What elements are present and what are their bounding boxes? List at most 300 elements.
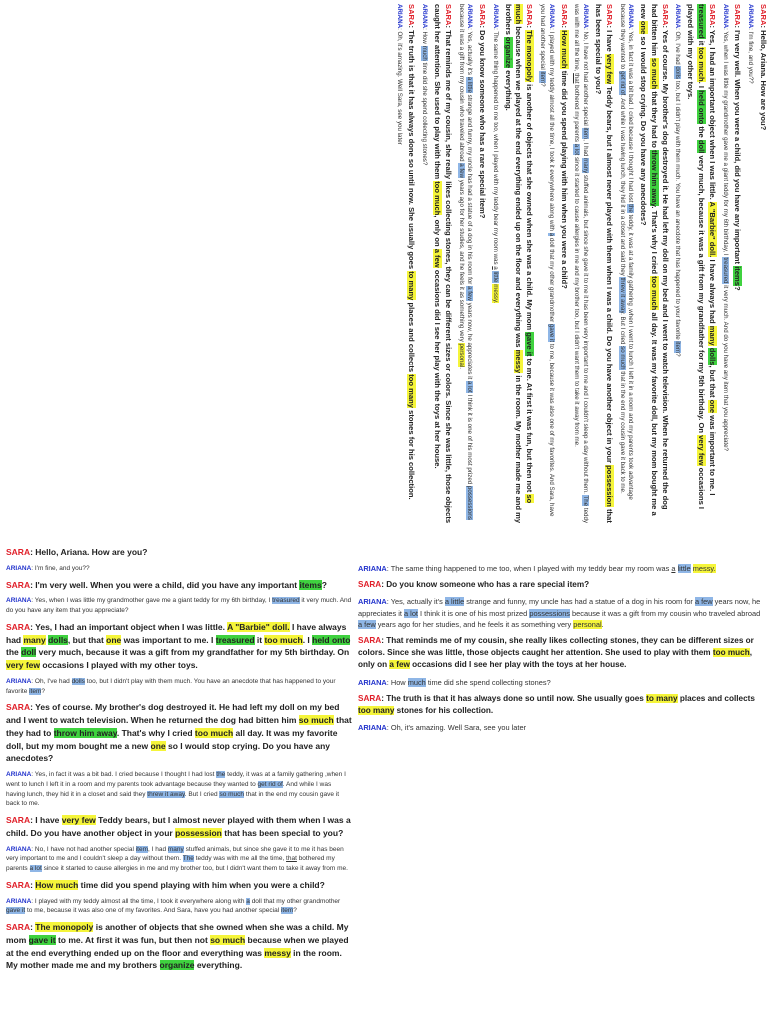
highlighted-phrase: very few — [697, 435, 707, 466]
utterance-text: Oh, I've had — [674, 31, 682, 67]
highlighted-phrase: so much — [649, 58, 659, 90]
underlined-word: a — [491, 266, 499, 270]
speaker-label: SARA — [443, 4, 453, 26]
highlighted-phrase: item — [674, 341, 682, 354]
speaker-label: SARA — [733, 4, 743, 26]
highlighted-phrase: many — [167, 845, 184, 853]
utterance-text: to me. At first it was fun, but then not — [55, 934, 211, 945]
utterance-text: No, I have not had another special — [34, 845, 136, 853]
highlighted-phrase: threw it away — [147, 790, 185, 798]
highlighted-phrase: too much — [712, 648, 750, 658]
speaker-label: ARIANA — [358, 723, 387, 733]
utterance-text: time did she spend collecting stones? — [421, 60, 429, 166]
dialogue-turn: ARIANA: I played with my teddy almost all the time, I took it everywhere along with a doll that my other grandmother gave it to me, because it was also one of my favorites. And Sara, have you had another special item? — [6, 897, 341, 915]
highlighted-phrase: The monopoly — [525, 30, 535, 83]
utterance-text: ? — [293, 907, 297, 915]
dialogue-turn: SARA: The truth is that it has always done so until now. She usually goes to many places and collects too many stones for his collection. — [358, 693, 755, 716]
highlighted-phrase: one — [106, 634, 122, 645]
utterance-text: Yes of course. My brother's dog destroyed it. He had left my doll on my bed and I went to watch television. When he returned the dog had bitten him — [6, 702, 340, 725]
utterance-text: was important to me. I — [707, 413, 717, 496]
utterance-text: it — [254, 634, 265, 645]
utterance-text: That reminds me of my cousin, she really likes collecting stones, they can be different sizes or colors. Since she was little, those objects caught her attention. She used to play with them — [358, 635, 754, 658]
highlighted-phrase: possessions — [466, 485, 474, 520]
dialogue-turn: SARA: That reminds me of my cousin, she really likes collecting stones, they can be different sizes or colors. Since she was little, those objects caught her attention. She used to play with them too much, only on a few occasions did I see her play with the toys at her house. — [432, 4, 453, 524]
utterance-text: because it was a gift from my cousin who traveled abroad — [457, 4, 465, 164]
transcript-column-left — [6, 546, 352, 977]
highlighted-phrase: The — [182, 855, 194, 863]
utterance-text: everything. — [503, 68, 513, 111]
highlighted-phrase: throw him away — [53, 727, 117, 738]
utterance-text: Yes, when I was little my grandmother gave me a giant teddy for my 6th birthday, I — [721, 31, 729, 258]
highlighted-phrase: to many — [407, 271, 417, 301]
utterance-text: to me, because it was also one of my favorites. And Sara, have you had another special — [539, 4, 555, 517]
highlighted-phrase: held onto — [697, 90, 707, 125]
underlined-word: that — [286, 855, 297, 863]
utterance-text: Do you know someone who has a rare special item? — [386, 580, 590, 590]
highlighted-phrase: little — [491, 271, 499, 283]
dialogue-turn: ARIANA: The same thing happened to me too, when I played with my teddy bear my room was a little messy. — [358, 564, 716, 573]
speaker-label: ARIANA — [747, 4, 755, 29]
utterance-text: Hello, Ariana. How are you? — [759, 30, 768, 131]
speaker-label: SARA — [6, 621, 31, 632]
dialogue-turn: SARA: Do you know someone who has a rare special item? — [358, 580, 590, 590]
utterance-text: , only on — [358, 648, 752, 670]
utterance-text: ? — [321, 579, 327, 590]
speaker-label: ARIANA — [358, 564, 387, 573]
highlighted-phrase: too much — [697, 47, 707, 82]
dialogue-turn: SARA: Hello, Ariana. How are you? — [6, 547, 148, 557]
highlighted-phrase: possession — [604, 465, 614, 507]
dialogue-turn: ARIANA: Yes, when I was little my grandmother gave me a giant teddy for my 6th birthday, I treasured it very much. And do you have any item that you appreciate? — [721, 4, 729, 452]
utterance-text: since it started to cause allergies in me and my brother too, but I didn't want them to take it away from me. — [573, 155, 581, 447]
utterance-text: . That's why I cried — [116, 727, 195, 738]
highlighted-phrase: many — [23, 634, 46, 645]
dialogue-turn: ARIANA: How much time did she spend collecting stones? — [421, 4, 429, 166]
utterance-text: . — [601, 619, 604, 629]
speaker-label: ARIANA — [547, 4, 555, 29]
highlighted-phrase: a lot — [404, 608, 418, 618]
highlighted-phrase: doll — [21, 647, 37, 658]
speaker-label: SARA — [6, 922, 31, 932]
speaker-label: ARIANA — [627, 4, 635, 29]
utterance-text: I have — [35, 815, 62, 825]
highlighted-phrase: a little — [466, 76, 474, 93]
speaker-label: ARIANA — [582, 4, 590, 29]
highlighted-phrase: threw it away — [618, 277, 626, 314]
utterance-text: How — [421, 31, 429, 46]
highlighted-phrase: much — [421, 45, 429, 61]
utterance-text: I'm fine, and you?? — [747, 31, 755, 84]
utterance-text: Yes, I had an important object when I was little. — [707, 30, 717, 202]
highlighted-phrase: dolls — [71, 677, 85, 685]
speaker-label: SARA — [525, 4, 535, 26]
speaker-label: ARIANA — [395, 4, 403, 29]
utterance-text: all day. It was my favorite doll, but my mom bought me a new — [6, 727, 338, 751]
utterance-text: time did you spend playing with him when you were a child? — [78, 879, 325, 890]
speaker-label: SARA — [407, 4, 417, 26]
utterance-text: Oh, I've had — [34, 677, 72, 685]
speaker-label: ARIANA — [358, 597, 387, 607]
utterance-text: the — [6, 647, 22, 658]
speaker-label: SARA — [6, 547, 31, 557]
highlighted-phrase: so much — [514, 4, 535, 504]
speaker-label: ARIANA — [6, 597, 32, 605]
highlighted-phrase: one — [150, 740, 166, 751]
dialogue-turn: SARA: Yes of course. My brother's dog destroyed it. He had left my doll on my bed and I went to watch television. When he returned the dog had bitten him so much that they had to throw him away. That's why I cried too much all day. It was my favorite doll, but my mom bought me a new one so I would stop crying. Do you have any anecdotes? — [639, 4, 670, 516]
speaker-label: SARA — [358, 635, 382, 645]
highlighted-phrase: a few — [466, 286, 474, 301]
underlined-word: that — [573, 73, 581, 84]
highlighted-phrase: messy. — [491, 284, 499, 304]
speaker-label: SARA — [6, 879, 31, 890]
utterance-text: The truth is that it has always done so until now. She usually goes — [386, 693, 647, 703]
utterance-text: stones for his collection. — [394, 706, 494, 716]
utterance-text: , I had — [582, 139, 590, 159]
utterance-text: I have — [604, 30, 614, 54]
highlighted-phrase: too many — [407, 374, 417, 409]
highlighted-phrase: gave it — [28, 934, 56, 945]
highlighted-phrase: dolls — [674, 66, 682, 80]
utterance-text: very much, because it was a gift from my grandfather for my 5th birthday. On — [697, 153, 707, 436]
highlighted-phrase: dolls — [48, 634, 68, 645]
speaker-label: ARIANA — [6, 845, 32, 853]
utterance-text: , only on — [432, 215, 442, 249]
highlighted-phrase: a — [246, 897, 250, 905]
highlighted-phrase: How much — [559, 30, 569, 69]
dialogue-turn: ARIANA: Yes, when I was little my grandmother gave me a giant teddy for my 6th birthday, I treasured it very much. And do you have any item that you appreciate? — [6, 597, 352, 614]
highlighted-phrase: too much — [649, 276, 659, 311]
speaker-label: ARIANA — [6, 677, 32, 685]
highlighted-phrase: messy. — [692, 564, 716, 573]
speaker-label: SARA — [559, 4, 569, 26]
highlighted-phrase: personal — [457, 343, 465, 368]
speaker-label: ARIANA — [6, 771, 32, 778]
utterance-text: that in the end my cousin gave it back to me. — [618, 369, 626, 494]
highlighted-phrase: a few — [358, 619, 376, 629]
utterance-text: ? — [539, 83, 547, 87]
utterance-text: that has been special to you? — [593, 4, 614, 523]
utterance-text: it very much. And do you have any item that you appreciate? — [721, 283, 729, 452]
utterance-text: I'm very well. When you were a child, did you have any important — [733, 30, 743, 267]
highlighted-phrase: A "Barbie" doll. — [707, 201, 717, 258]
highlighted-phrase: possession — [175, 827, 222, 838]
speaker-label: SARA — [604, 4, 614, 26]
highlighted-phrase: get rid of — [257, 780, 283, 788]
dialogue-turn: ARIANA: Yes, in fact it was a bit bad. I cried because I thought I had lost the teddy, it was at a family gathering ,when I went to lunch I left it in a room and my parents took advantage because they wanted to get rid of. And while I was having lunch, they hid it in a closet and said they threw it away. But I cried so much that in the end my cousin gave it back to me. — [6, 771, 346, 808]
utterance-text: because it was a gift from my cousin who traveled abroad — [570, 608, 761, 618]
dialogue-turn: ARIANA: Oh, I've had dolls too, but I didn't play with them much. You have an anecdote that has happened to your favorite item? — [674, 4, 682, 357]
speaker-label: SARA — [6, 702, 31, 713]
utterance-text: too, but I didn't play with them much. You have an anecdote that has happened to your favorite — [674, 79, 682, 342]
utterance-text: Yes, actually it's — [390, 597, 445, 607]
highlighted-phrase: a few — [389, 660, 410, 670]
utterance-text: The same thing happened to me too, when I played with my teddy bear my room was — [491, 31, 499, 267]
utterance-text: ? — [674, 353, 682, 357]
dialogue-turn: SARA: That reminds me of my cousin, she really likes collecting stones, they can be different sizes or colors. Since she was little, those objects caught her attention. She used to play with them too much, only on a few occasions did I see her play with the toys at her house. — [358, 635, 754, 670]
utterance-text: time did you spend playing with him when you were a child? — [559, 68, 569, 289]
highlighted-phrase: item — [582, 127, 590, 140]
dialogue-turn: SARA: How much time did you spend playing with him when you were a child? — [559, 4, 569, 289]
utterance-text: doll that my other grandmother — [547, 236, 555, 324]
highlighted-phrase: many — [582, 158, 590, 174]
dialogue-turn: ARIANA: Oh, it's amazing. Well Sara, see you later — [358, 723, 527, 733]
highlighted-phrase: much — [407, 677, 426, 687]
underlined-word: a — [671, 564, 676, 573]
speaker-label: SARA — [478, 4, 488, 26]
speaker-label: ARIANA — [6, 564, 32, 572]
highlighted-phrase: gave it — [547, 323, 555, 343]
dialogue-turn: ARIANA: I'm fine, and you?? — [747, 4, 755, 84]
utterance-text: the — [697, 124, 707, 140]
highlighted-phrase: organize — [503, 36, 513, 69]
utterance-text: because when we played at the end everything ended up on the floor and everything was — [6, 934, 349, 958]
utterance-text: . I — [697, 81, 707, 91]
dialogue-turn: ARIANA: The same thing happened to me too, when I played with my teddy bear my room was a little messy. — [491, 4, 499, 304]
highlighted-phrase: messy — [264, 947, 291, 958]
utterance-text: teddy, it was at a family gathering ,when I went to lunch I left it in a room and my parents took advantage because they wanted to — [618, 4, 635, 500]
speaker-label: ARIANA — [6, 897, 32, 905]
utterance-text: occasions I played with my other toys. — [686, 4, 707, 510]
highlighted-phrase: treasured — [215, 634, 255, 645]
utterance-text: years now, he appreciates it — [466, 300, 474, 382]
utterance-text: to me, because it was also one of my favorites. And Sara, have you had another special — [25, 907, 281, 915]
highlighted-phrase: held onto — [312, 634, 351, 645]
utterance-text: that they had to — [649, 89, 659, 150]
utterance-text: is another of objects that she owned when she was a child. My mom — [525, 82, 535, 333]
utterance-text: . I — [302, 634, 313, 645]
utterance-text: is another of objects that she owned when she was a child. My mom — [6, 922, 349, 945]
speaker-label: SARA — [358, 693, 382, 703]
utterance-text: places and collects — [407, 300, 417, 375]
utterance-text: occasions did I see her play with the toys at her house. — [409, 660, 627, 670]
rotated-transcript — [391, 4, 768, 524]
utterance-text: that in the end my cousin gave it back to me. — [6, 790, 340, 808]
utterance-text: The same thing happened to me too, when I played with my teddy bear my room was — [390, 564, 672, 573]
highlighted-phrase: one — [707, 399, 717, 414]
utterance-text: it very much. And do you have any item that you appreciate? — [6, 597, 352, 614]
highlighted-phrase: treasured — [721, 257, 729, 284]
utterance-text: teddy was with me all the time, — [573, 4, 590, 523]
highlighted-phrase: too many — [358, 706, 395, 716]
utterance-text: Yes, actually it's — [466, 31, 474, 77]
utterance-text: bothered my parents — [6, 855, 335, 872]
speaker-label: SARA — [707, 4, 717, 26]
highlighted-phrase: a lot — [29, 865, 42, 872]
highlighted-phrase: items — [733, 266, 743, 287]
utterance-text: I think it is one of his most prized — [418, 608, 530, 618]
utterance-text: was important to me. I — [121, 634, 216, 645]
utterance-text: ? — [733, 286, 743, 291]
utterance-text: Do you know someone who has a rare special item? — [478, 30, 488, 219]
utterance-text: No, I have not had another special — [582, 31, 590, 128]
utterance-text: . — [457, 367, 465, 369]
dialogue-turn: SARA: Yes, I had an important object when I was little. A "Barbie" doll. I have always had many dolls, but that one was important to me. I treasured it too much. I held onto the doll very much, because it was a gift from my grandfather for my 5th birthday. On very few occasions I played with my other toys. — [6, 621, 351, 670]
utterance-text: years ago for her studies, and he feels it as something very — [375, 619, 574, 629]
utterance-text: Teddy bears, but I almost never played with them when I was a child. Do you have another object in your — [6, 815, 351, 838]
dialogue-turn: SARA: I have very few Teddy bears, but I almost never played with them when I was a child. Do you have another object in your possession that has been special to you? — [6, 815, 351, 838]
utterance-text: so I would stop crying. Do you have any anecdotes? — [639, 34, 649, 226]
utterance-text: I have always had — [707, 257, 717, 326]
utterance-text: Hello, Ariana. How are you? — [35, 547, 148, 557]
utterance-text: I'm fine, and you?? — [34, 564, 90, 572]
dialogue-turn: SARA: Do you know someone who has a rare special item? — [478, 4, 488, 219]
highlighted-phrase: gave it — [525, 332, 535, 357]
utterance-text: Oh, it's amazing. Well Sara, see you later — [395, 31, 403, 145]
speaker-label: ARIANA — [721, 4, 729, 29]
utterance-text: years now, he appreciates it — [358, 597, 761, 618]
utterance-text: Yes, in fact it was a bit bad. I cried because I thought I had lost — [34, 771, 217, 778]
dialogue-turn: ARIANA: Oh, I've had dolls too, but I didn't play with them much. You have an anecdote that has happened to your favorite item? — [6, 677, 336, 695]
utterance-text: The truth is that it has always done so until now. She usually goes — [407, 30, 417, 272]
highlighted-phrase: The — [582, 495, 590, 507]
highlighted-phrase: item — [29, 687, 42, 695]
highlighted-phrase: How much — [35, 879, 79, 890]
highlighted-phrase: many — [707, 325, 717, 346]
utterance-text: Teddy bears, but I almost never played with them when I was a child. Do you have another object in your — [604, 84, 614, 466]
utterance-text: that has been special to you? — [221, 827, 344, 838]
dialogue-turn: SARA: I have very few Teddy bears, but I almost never played with them when I was a child. Do you have another object in your possession that has been special to you? — [593, 4, 614, 523]
utterance-text: in the room. My mother made me and my brothers — [6, 947, 342, 971]
highlighted-phrase: a little — [444, 597, 465, 607]
highlighted-phrase: so much — [298, 715, 334, 725]
highlighted-phrase: gave it — [6, 907, 26, 915]
highlighted-phrase: personal — [573, 619, 602, 629]
utterance-text: so I would stop crying. Do you have any anecdotes? — [6, 740, 331, 764]
utterance-text: Oh, it's amazing. Well Sara, see you later — [390, 723, 527, 733]
utterance-text: stuffed animals, but since she gave it to me it has been very important to me and I couldn't sleep a day without them. — [582, 173, 590, 496]
utterance-text: too, but I didn't play with them much. You have an anecdote that has happened to your favorite — [6, 677, 336, 695]
utterance-text: Yes, I had an important object when I was little. — [35, 621, 228, 632]
dialogue-turn: SARA: The monopoly is another of objects that she owned when she was a child. My mom gave it to me. At first it was fun, but then not so much because when we played at the end everything ended up on the floor and everything was messy in the room. My mother made me and my brothers organize everything. — [503, 4, 535, 524]
utterance-text: I played with my teddy almost all the time, I took it everywhere along with — [34, 897, 247, 905]
highlighted-phrase: a — [547, 232, 555, 237]
utterance-text: strange and funny, my uncle has had a statue of a dog in his room for — [466, 92, 474, 287]
dialogue-turn: ARIANA: No, I have not had another special item, I had many stuffed animals, but since she gave it to me it has been very important to me and I couldn't sleep a day without them. The teddy was with me all the time, that bothered my parents a lot since it started to cause allergies in me and my brother too, but I didn't want them to take it away from me. — [6, 845, 348, 872]
highlighted-phrase: a few — [432, 248, 442, 268]
highlighted-phrase: doll — [697, 139, 707, 154]
highlighted-phrase: dolls — [707, 347, 717, 366]
highlighted-phrase: messy — [514, 349, 524, 374]
dialogue-turn: SARA: How much time did you spend playing with him when you were a child? — [6, 879, 325, 890]
utterance-text: stones for his collection. — [407, 408, 417, 500]
highlighted-phrase: organize — [159, 960, 195, 971]
highlighted-phrase: very few — [6, 660, 41, 670]
highlighted-phrase: treasured — [697, 4, 707, 39]
highlighted-phrase: too much — [432, 181, 442, 216]
speaker-label: ARIANA — [674, 4, 682, 29]
utterance-text: very much, because it was a gift from my grandfather for my 5th birthday. On — [36, 647, 350, 658]
utterance-text: teddy, it was at a family gathering ,when I went to lunch I left it in a room and my parents took advantage because they wanted to — [6, 771, 346, 788]
utterance-text: How — [390, 677, 408, 687]
highlighted-phrase: a few — [457, 163, 465, 179]
dialogue-turn: ARIANA: I'm fine, and you?? — [6, 564, 90, 572]
highlighted-phrase: possessions — [529, 608, 570, 618]
utterance-text: all day. It was my favorite doll, but my mom bought me a new — [639, 4, 659, 516]
utterance-text: time did she spend collecting stones? — [425, 677, 551, 687]
dialogue-turn: ARIANA: Oh, it's amazing. Well Sara, see you later — [395, 4, 403, 145]
utterance-text: strange and funny, my uncle has had a statue of a dog in his room for — [464, 597, 695, 607]
utterance-text: Yes, when I was little my grandmother gave me a giant teddy for my 6th birthday, I — [34, 597, 273, 605]
utterance-text: , I had — [148, 845, 168, 853]
utterance-text: to me. At first it was fun, but then not — [525, 356, 535, 495]
utterance-text: Yes, in fact it was a bit bad. I cried because I thought I had lost — [627, 31, 635, 205]
highlighted-phrase: little — [677, 564, 691, 573]
dialogue-turn: SARA: Yes, I had an important object when I was little. A "Barbie" doll. I have always had many dolls, but that one was important to me. I treasured it too much. I held onto the doll very much, because it was a gift from my grandfather for my 5th birthday. On very few occasions I played with my other toys. — [686, 4, 717, 510]
highlighted-phrase: treasured — [272, 597, 300, 605]
utterance-text: years ago for her studies, and he feels it as something very — [457, 178, 465, 344]
dialogue-turn: ARIANA: How much time did she spend collecting stones? — [358, 677, 551, 687]
highlighted-phrase: a lot — [573, 143, 581, 156]
speaker-label: ARIANA — [421, 4, 429, 29]
utterance-text: everything. — [194, 960, 243, 971]
utterance-text: it — [697, 38, 707, 48]
utterance-text: . But I cried — [184, 790, 220, 798]
dialogue-turn: SARA: The monopoly is another of objects that she owned when she was a child. My mom gave it to me. At first it was fun, but then not so much because when we played at the end everything ended up on the floor and everything was messy in the room. My mother made me and my brothers organize everything. — [6, 922, 349, 971]
highlighted-phrase: very few — [61, 815, 96, 825]
dialogue-turn: SARA: Yes of course. My brother's dog destroyed it. He had left my doll on my bed and I went to watch television. When he returned the dog had bitten him so much that they had to throw him away. That's why I cried too much all day. It was my favorite doll, but my mom bought me a new one so I would stop crying. Do you have any anecdotes? — [6, 702, 352, 764]
utterance-text: I played with my teddy almost all the time, I took it everywhere along with — [547, 31, 555, 233]
highlighted-phrase: item — [539, 71, 547, 84]
highlighted-phrase: to many — [646, 693, 678, 703]
highlighted-phrase: a few — [694, 597, 713, 607]
highlighted-phrase: a lot — [466, 381, 474, 393]
utterance-text: stuffed animals, but since she gave it to me it has been very important to me and I couldn't sleep a day without them. — [6, 845, 344, 863]
utterance-text: , but that — [67, 634, 107, 645]
utterance-text: that they had to — [6, 715, 352, 738]
highlighted-phrase: throw him away — [649, 149, 659, 207]
dialogue-turn: SARA: Hello, Ariana. How are you? — [759, 4, 768, 131]
utterance-text: since it started to cause allergies in me and my brother too, but I didn't want them to take it away from me. — [41, 865, 348, 872]
speaker-label: SARA — [358, 580, 382, 590]
speaker-label: SARA — [660, 4, 670, 26]
utterance-text: ? — [41, 687, 46, 695]
speaker-label: SARA — [6, 579, 31, 590]
dialogue-turn: ARIANA: Yes, in fact it was a bit bad. I cried because I thought I had lost the teddy, it was at a family gathering ,when I went to lunch I left it in a room and my parents took advantage because they wanted to get rid of. And while I was having lunch, they hid it in a closet and said they threw it away. But I cried so much that in the end my cousin gave it back to me. — [618, 4, 635, 500]
utterance-text: I think it is one of his most prized — [466, 392, 474, 486]
utterance-text: places and collects — [677, 693, 755, 703]
speaker-label: ARIANA — [466, 4, 474, 29]
dialogue-turn: ARIANA: Yes, actually it's a little strange and funny, my uncle has had a statue of a dog in his room for a few years now, he appreciates it a lot I think it is one of his most prized possessions because it was a gift from my cousin who traveled abroad a few years ago for her studies, and he feels it as something very personal. — [358, 597, 761, 629]
highlighted-phrase: item — [280, 907, 294, 915]
utterance-text: . But I cried — [618, 313, 626, 347]
utterance-text: . That's why I cried — [649, 206, 659, 277]
utterance-text: I have always had — [6, 621, 347, 645]
highlighted-phrase: very few — [604, 53, 614, 85]
dialogue-turn: ARIANA: I played with my teddy almost all the time, I took it everywhere along with a doll that my other grandmother gave it to me, because it was also one of my favorites. And Sara, have you had another special item? — [539, 4, 555, 517]
highlighted-phrase: so much — [219, 790, 245, 798]
highlighted-phrase: one — [639, 20, 649, 35]
utterance-text: . And while I was having lunch, they hid it in a closet and said they — [6, 780, 332, 798]
dialogue-turn: SARA: I'm very well. When you were a child, did you have any important items? — [6, 579, 327, 590]
utterance-text: doll that my other grandmother — [249, 897, 341, 905]
highlighted-phrase: get rid of — [618, 71, 626, 96]
highlighted-phrase: the — [216, 771, 226, 778]
speaker-label: ARIANA — [358, 677, 387, 687]
utterance-text: . And while I was having lunch, they hid it in a closet and said they — [618, 95, 626, 278]
utterance-text: , but that — [707, 365, 717, 400]
highlighted-phrase: too much — [264, 634, 303, 645]
utterance-text: occasions did I see her play with the toys at her house. — [432, 267, 442, 469]
highlighted-phrase: items — [299, 579, 322, 590]
utterance-text: because when we played at the end everything ended up on the floor and everything was — [514, 24, 524, 350]
dialogue-turn: SARA: I'm very well. When you were a child, did you have any important items? — [733, 4, 743, 291]
highlighted-phrase: so much — [210, 934, 246, 945]
highlighted-phrase: too much — [194, 727, 234, 738]
highlighted-phrase: A "Barbie" doll. — [227, 621, 290, 632]
utterance-text: bothered my parents — [573, 83, 581, 144]
dialogue-turn: ARIANA: Yes, actually it's a little strange and funny, my uncle has had a statue of a dog in his room for a few years now, he appreciates it a lot I think it is one of his most prized possessions because it was a gift from my cousin who traveled abroad a few years ago for her studies, and he feels it as something very personal. — [457, 4, 474, 520]
highlighted-phrase: item — [135, 845, 149, 853]
